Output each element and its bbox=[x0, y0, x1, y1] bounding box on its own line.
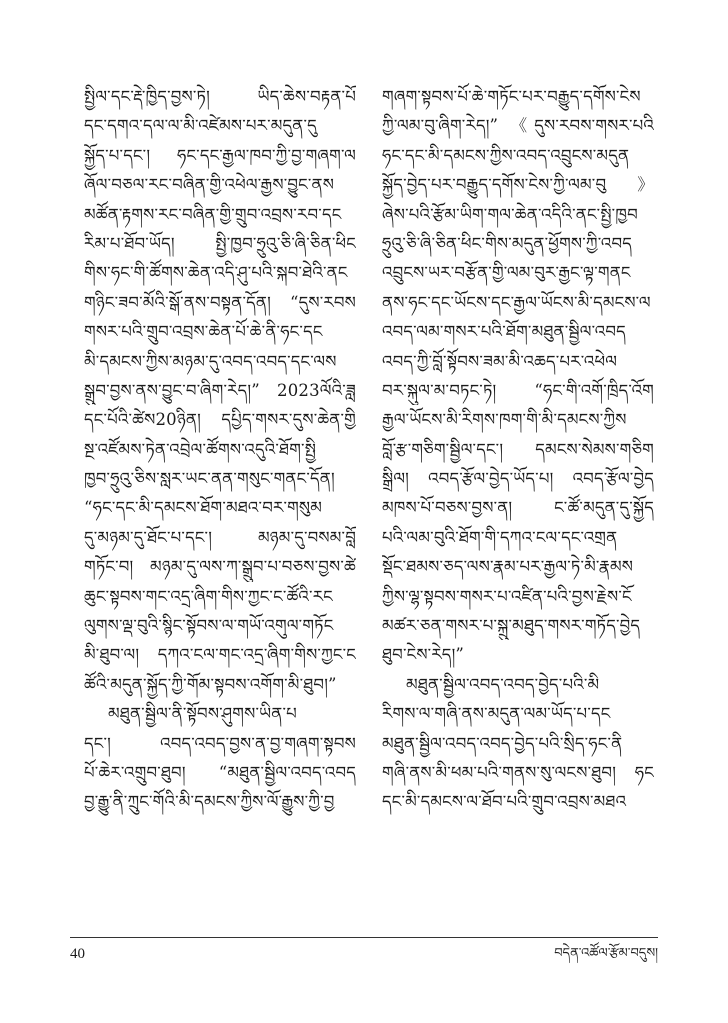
text-line: ནས་ཧང་དང་ཡོངས་དང་རྒྱལ་ཡོངས་མི་དམངས་ལ bbox=[382, 292, 651, 312]
text-line: རིམ་པ་ཐོབ་ཡོད། སྤྱི་ཁྱབ་ཧྲུའུ་ཅི་ཞི་ཅིན་ཕིང bbox=[84, 233, 356, 253]
text-line: དང་། འབད་འབད་བྱས་ན་བྱ་གཞག་སྟབས bbox=[84, 733, 356, 753]
text-line: སྒྲུབ་བྱས་ནས་བྱུང་བ་ཞིག་རེད།” 2023ལོའི་ཟླ bbox=[84, 380, 356, 400]
text-line: བློ་རྩ་གཅིག་སྦྱིལ་དང་། དམངས་སེམས་གཅིག bbox=[382, 439, 654, 459]
text-line: གཉིང་ཟབ་མོའི་སྒོ་ནས་བསྟན་དོན། “དུས་རབས bbox=[84, 292, 356, 312]
text-line: ཞོལ་བཅལ་རང་བཞིན་གྱི་འཕེལ་རྒྱས་བྱུང་ནས bbox=[84, 175, 335, 195]
text-line: པའི་ལམ་བུའི་ཐོག་གི་དཀའ་ངལ་དང་འགྲན bbox=[382, 527, 618, 547]
text-line: ཀྱི་ལམ་བུ་ཞིག་རེད།” 《དུས་རབས་གསར་པའི bbox=[382, 116, 654, 136]
text-line: པོ་ཆེར་འགྲུབ་ཐུབ། “མཐུན་སྦྱིལ་འབད་འབད bbox=[84, 762, 356, 782]
text-line: ཆུང་སྟབས་གང་འདྲ་ཞིག་གིས་ཀྱང་ང་ཚོའི་རང bbox=[84, 586, 333, 606]
text-line: བར་སྐུལ་མ་བཏང་ཏེ། “ཧང་གི་འགོ་ཁྲིད་འོག bbox=[382, 380, 654, 400]
text-line: ཧྲུའུ་ཅི་ཞི་ཅིན་ཕིང་གིས་མདུན་ཕྱོགས་ཀྱི་འབད bbox=[382, 233, 632, 253]
text-line: གཞག་སྟབས་པོ་ཆེ་གཏོང་པར་བརྒྱུད་དགོས་ངེས bbox=[382, 87, 641, 106]
text-line: གིས་ཧང་གི་ཚོགས་ཆེན་འདི་ཤུ་པའི་སྐབ་ཐེའི་ནང bbox=[84, 263, 348, 283]
text-line: གཞི་ནས་མི་ཕམ་པའི་གནས་སུ་ལངས་ཐུབ། ཧང bbox=[382, 762, 654, 782]
text-line: དང་དགའ་དལ་ལ་མི་འཛེམས་པར་མདུན་དུ bbox=[84, 116, 317, 136]
text-line: སྤྱིལ་དང་རྡེ་ཁྱིད་བྱས་ཏེ། ཡིད་ཆེས་བརྟན་པོ bbox=[84, 87, 356, 106]
text-line: སྐྱོད་པ་དང་། ཧང་དང་རྒྱལ་ཁབ་ཀྱི་བྱ་གཞག་ལ bbox=[84, 145, 356, 165]
text-line: འབད་ཀྱི་བློ་སྟོབས་ཟམ་མི་འཆད་པར་འཕེལ bbox=[382, 351, 618, 371]
text-line: སྐྱོད་བྱེད་པར་བརྒྱུད་དགོས་ངེས་ཀྱི་ལམ་བུ》 bbox=[382, 175, 654, 195]
footer-rule bbox=[70, 937, 658, 938]
text-line: ལུགས་ལྡ་བུའི་སྙིང་སྟོབས་ལ་གཡོ་འགུལ་གཏོང bbox=[84, 616, 334, 636]
paragraph-end-line: ཚོའི་མདུན་སྐྱོད་ཀྱི་གོམ་སྟབས་འགོག་མི་ཐུབ།” bbox=[84, 674, 337, 694]
left-text-column bbox=[84, 82, 356, 817]
text-line: མཁས་པོ་བཅས་བྱས་ན། ང་ཚོ་མདུན་དུ་སྐྱོད bbox=[382, 498, 654, 518]
right-text-column bbox=[382, 82, 654, 817]
text-line: ཞེས་པའི་རྩོམ་ཡིག་གལ་ཆེན་འདིའི་ནང་སྤྱི་ཁྱབ bbox=[382, 204, 638, 224]
text-line: ཀྱིས་ལྷ་སྟབས་གསར་པ་འཛིན་པའི་བྱས་རྗེས་ངོ bbox=[382, 586, 632, 606]
text-line: སྒྲིལ། འབད་རྩོལ་བྱེད་ཡོད་པ། འབད་རྩོལ་བྱེད bbox=[382, 469, 654, 489]
paragraph-start-line: མཐུན་སྦྱིལ་ནི་སྟོབས་ཤུགས་ཡིན་པ bbox=[108, 704, 297, 724]
journal-name: བདེན་འཚོལ་རྩོམ་བདུས། bbox=[554, 946, 658, 961]
text-line: རྒྱལ་ཡོངས་མི་རིགས་ཁག་གི་མི་དམངས་ཀྱིས bbox=[382, 410, 627, 430]
paragraph-end-line: ཐུབ་ངེས་རེད།” bbox=[382, 645, 465, 665]
text-line: མི་དམངས་ཀྱིས་མཉམ་དུ་འབད་འབད་དང་ལས bbox=[84, 351, 337, 371]
text-line: མི་ཐུབ་ལ། དཀའ་ངལ་གང་འདྲ་ཞིག་གིས་ཀྱང་ང bbox=[84, 645, 356, 665]
text-line: ཁྱབ་ཧྲུའུ་ཅིས་སླར་ཡང་ནན་གསུང་གནང་དོན། bbox=[84, 469, 335, 489]
text-line: སྡོང་ཐམས་ཅད་ལས་རྣམ་པར་རྒྱལ་ཏེ་མི་རྣམས bbox=[382, 557, 634, 577]
text-line: དང་མི་དམངས་ལ་ཐོབ་པའི་གྲུབ་འབྲས་མཐའ bbox=[382, 792, 627, 812]
text-line: མཚོན་རྟགས་རང་བཞིན་གྱི་གྲུབ་འབྲས་རབ་དང bbox=[84, 204, 342, 224]
text-line: གསར་པའི་གྲུབ་འབྲས་ཆེན་པོ་ཆེ་ནི་ཧང་དང bbox=[84, 322, 323, 342]
text-line: དུ་མཉམ་དུ་ཐོང་པ་དང་། མཉམ་དུ་བསམ་བློ bbox=[84, 527, 356, 547]
text-line: མཚར་ཅན་གསར་པ་སྐྲུ་མཐུད་གསར་གཏོད་བྱེད bbox=[382, 616, 641, 636]
text-line: མཐུན་སྦྱིལ་འབད་འབད་བྱེད་པའི་སྲིད་ཧང་ནི bbox=[382, 733, 623, 753]
paragraph-start-line: མཐུན་སྦྱིལ་འབད་འབད་བྱེད་པའི་མི bbox=[406, 674, 600, 694]
text-line: “ཧང་དང་མི་དམངས་ཐོག་མཐའ་བར་གསུམ bbox=[84, 498, 323, 518]
text-line: གཏོང་བ། མཉམ་དུ་ལས་ཀ་སྒྲུབ་པ་བཅས་བྱས་ཚེ bbox=[84, 557, 356, 577]
text-line: སྔ་འཛོམས་ཏེན་འབྲེལ་ཚོགས་འདུའི་ཐོག་སྤྱི bbox=[84, 439, 317, 459]
text-line: འབྲུངས་ཡར་བརྩོན་གྱི་ལམ་བུར་རྒྱང་ལྟ་གནང bbox=[382, 263, 631, 283]
text-line: ཧང་དང་མི་དམངས་ཀྱིས་འབད་འབྲུངས་མདུན bbox=[382, 145, 630, 165]
text-line: འབད་ལམ་གསར་པའི་ཐོག་མཐུན་སྦྱིལ་འབད bbox=[382, 322, 626, 342]
text-line: དང་པོའི་ཚེས20ཉིན། དཔྱིད་གསར་དུས་ཆེན་གྱི bbox=[84, 410, 356, 430]
page-number: 40 bbox=[70, 946, 85, 962]
text-line: བྱ་རྒྱུ་ནི་ཀྲུང་གོའི་མི་དམངས་ཀྱིས་ལོ་རྒྱུས་ཀྱི་བྱ bbox=[84, 792, 335, 812]
text-line: རིགས་ལ་གཞི་ནས་མདུན་ལམ་ཡོད་པ་དང bbox=[382, 704, 611, 724]
